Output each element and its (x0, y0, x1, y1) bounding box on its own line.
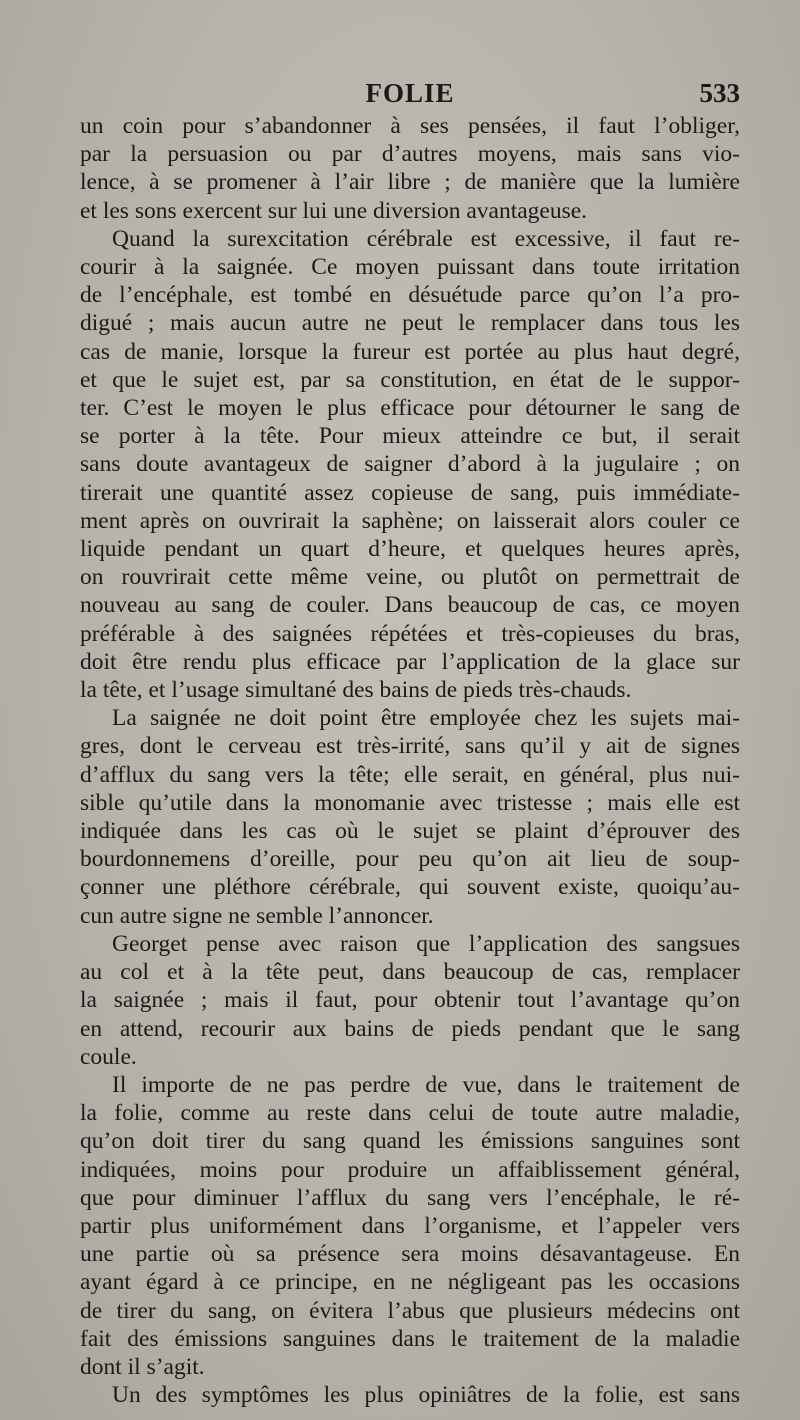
text-line: qu’on doit tirer du sang quand les émissions sanguines sont (80, 1128, 740, 1155)
running-title: FOLIE (365, 78, 455, 108)
text-line: Quand la surexcitation cérébrale est excessive, il faut re- (112, 225, 740, 252)
text-line: bourdonnemens d’oreille, pour peu qu’on ait lieu de soup- (80, 846, 740, 873)
text-line: sible qu’utile dans la monomanie avec tristesse ; mais elle est (80, 789, 740, 816)
text-line: en attend, recourir aux bains de pieds pendant que le sang (80, 1015, 740, 1042)
text-line: la tête, et l’usage simultané des bains de pieds très-chauds. (80, 677, 632, 704)
text-line: la folie, comme au reste dans celui de toute autre maladie, (80, 1100, 740, 1127)
text-line: liquide pendant un quart d’heure, et quelques heures après, (80, 536, 740, 563)
text-line: ter. C’est le moyen le plus efficace pour détourner le sang de (80, 395, 740, 422)
text-line: coule. (80, 1043, 137, 1070)
text-line: tirerait une quantité assez copieuse de sang, puis immédiate- (80, 479, 740, 506)
text-line: préférable à des saignées répétées et très-copieuses du bras, (80, 620, 740, 647)
text-line: Georget pense avec raison que l’application des sangsues (112, 930, 740, 957)
text-line: au col et à la tête peut, dans beaucoup de cas, remplacer (80, 959, 740, 986)
text-line: lence, à se promener à l’air libre ; de manière que la lumière (80, 169, 740, 196)
text-line: indiquées, moins pour produire un affaiblissement général, (80, 1156, 740, 1183)
text-line: d’afflux du sang vers la tête; elle serait, en général, plus nui- (80, 761, 740, 788)
text-line: et les sons exercent sur lui une diversion avantageuse. (80, 197, 588, 224)
text-line: se porter à la tête. Pour mieux atteindre ce but, il serait (80, 423, 740, 450)
body-text (80, 112, 740, 1409)
text-line: partir plus uniformément dans l’organisme, et l’appeler vers (80, 1212, 740, 1239)
text-line: par la persuasion ou par d’autres moyens, mais sans vio- (80, 141, 740, 168)
text-line: gres, dont le cerveau est très-irrité, sans qu’il y ait de signes (80, 733, 740, 760)
page-number: 533 (699, 78, 740, 108)
text-line: ment après on ouvrirait la saphène; on laisserait alors couler ce (80, 507, 740, 534)
text-line: de l’encéphale, est tombé en désuétude parce qu’on l’a pro- (80, 282, 740, 309)
text-line: nouveau au sang de couler. Dans beaucoup de cas, ce moyen (80, 592, 740, 619)
text-line: indiquée dans les cas où le sujet se plaint d’éprouver des (80, 818, 740, 845)
text-line: de tirer du sang, on évitera l’abus que plusieurs médecins ont (80, 1297, 740, 1324)
text-line: sans doute avantageux de saigner d’abord à la jugulaire ; on (80, 451, 740, 478)
text-line: on rouvrirait cette même veine, ou plutôt on permettrait de (80, 564, 740, 591)
text-line: la saignée ; mais il faut, pour obtenir tout l’avantage qu’on (80, 987, 740, 1014)
text-line: et que le sujet est, par sa constitution, en état de le suppor- (80, 366, 740, 393)
text-line: digué ; mais aucun autre ne peut le remplacer dans tous les (80, 310, 740, 337)
text-line: dont il s’agit. (80, 1353, 205, 1380)
text-line: que pour diminuer l’afflux du sang vers l’encéphale, le ré- (80, 1184, 740, 1211)
text-line: fait des émissions sanguines dans le traitement de la maladie (80, 1325, 740, 1352)
text-line: çonner une pléthore cérébrale, qui souvent existe, quoiqu’au- (80, 874, 740, 901)
text-line: cas de manie, lorsque la fureur est portée au plus haut degré, (80, 338, 740, 365)
text-line: ayant égard à ce principe, en ne négligeant pas les occasions (80, 1269, 740, 1296)
text-line: courir à la saignée. Ce moyen puissant dans toute irritation (80, 254, 740, 281)
text-line: cun autre signe ne semble l’annoncer. (80, 902, 434, 929)
text-line: Un des symptômes les plus opiniâtres de la folie, est sans (112, 1382, 740, 1409)
text-line: La saignée ne doit point être employée chez les sujets mai- (112, 705, 740, 732)
text-line: une partie où sa présence sera moins désavantageuse. En (80, 1241, 740, 1268)
text-line: doit être rendu plus efficace par l’application de la glace sur (80, 648, 740, 675)
text-line: Il importe de ne pas perdre de vue, dans le traitement de (112, 1071, 740, 1098)
text-line: un coin pour s’abandonner à ses pensées, il faut l’obliger, (80, 113, 740, 139)
page-header (80, 78, 740, 110)
